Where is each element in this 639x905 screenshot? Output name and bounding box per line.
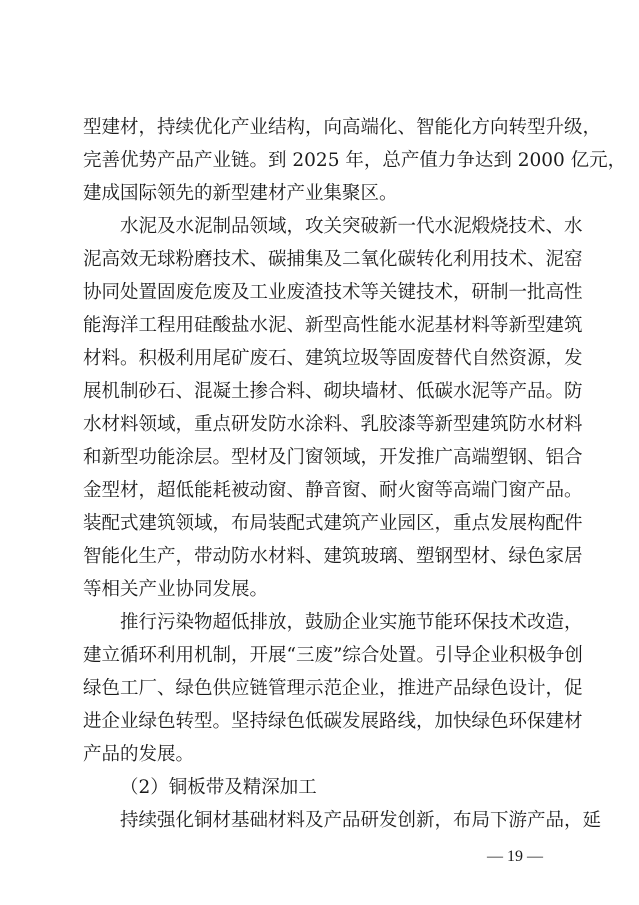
paragraph-line: 建立循环利用机制，开展“三废”综合处置。引导企业积极争创	[83, 645, 583, 666]
paragraph-line: 和新型功能涂层。型材及门窗领域，开发推广高端塑钢、铝合	[83, 447, 583, 468]
paragraph-line: 持续强化铜材基础材料及产品研发创新，布局下游产品，延	[120, 810, 602, 831]
paragraph-line: 能海洋工程用硅酸盐水泥、新型高性能水泥基材料等新型建筑	[83, 315, 583, 336]
paragraph-line: 金型材，超低能耗被动窗、静音窗、耐火窗等高端门窗产品。	[83, 480, 583, 501]
paragraph-line: 泥高效无球粉磨技术、碳捕集及二氧化碳转化利用技术、泥窑	[83, 249, 583, 270]
page-number: — 19 —	[487, 848, 543, 865]
paragraph-line: 等相关产业协同发展。	[83, 579, 269, 600]
paragraph-line: 装配式建筑领域，布局装配式建筑产业园区，重点发展构配件	[83, 513, 583, 534]
paragraph-line: 协同处置固废危废及工业废渣技术等关键技术，研制一批高性	[83, 282, 583, 303]
paragraph-line: 推行污染物超低排放，鼓励企业实施节能环保技术改造，	[120, 612, 583, 633]
paragraph-line: 建成国际领先的新型建材产业集聚区。	[83, 183, 398, 204]
paragraph-line: 进企业绿色转型。坚持绿色低碳发展路线，加快绿色环保建材	[83, 711, 583, 732]
paragraph-line: 展机制砂石、混凝土掺合料、砌块墙材、低碳水泥等产品。防	[83, 381, 583, 402]
paragraph-line: 材料。积极利用尾矿废石、建筑垃圾等固废替代自然资源，发	[83, 348, 583, 369]
paragraph-line: 水泥及水泥制品领域，攻关突破新一代水泥煅烧技术、水	[120, 216, 583, 237]
section-heading: （2）铜板带及精深加工	[120, 777, 317, 798]
paragraph-line: 水材料领域，重点研发防水涂料、乳胶漆等新型建筑防水材料	[83, 414, 583, 435]
paragraph-line: 完善优势产品产业链。到 2025 年，总产值力争达到 2000 亿元，	[83, 150, 627, 171]
paragraph-line: 产品的发展。	[83, 744, 195, 765]
paragraph-line: 智能化生产，带动防水材料、建筑玻璃、塑钢型材、绿色家居	[83, 546, 583, 567]
paragraph-line: 型建材，持续优化产业结构，向高端化、智能化方向转型升级，	[83, 117, 602, 138]
paragraph-line: 绿色工厂、绿色供应链管理示范企业，推进产品绿色设计，促	[83, 678, 583, 699]
